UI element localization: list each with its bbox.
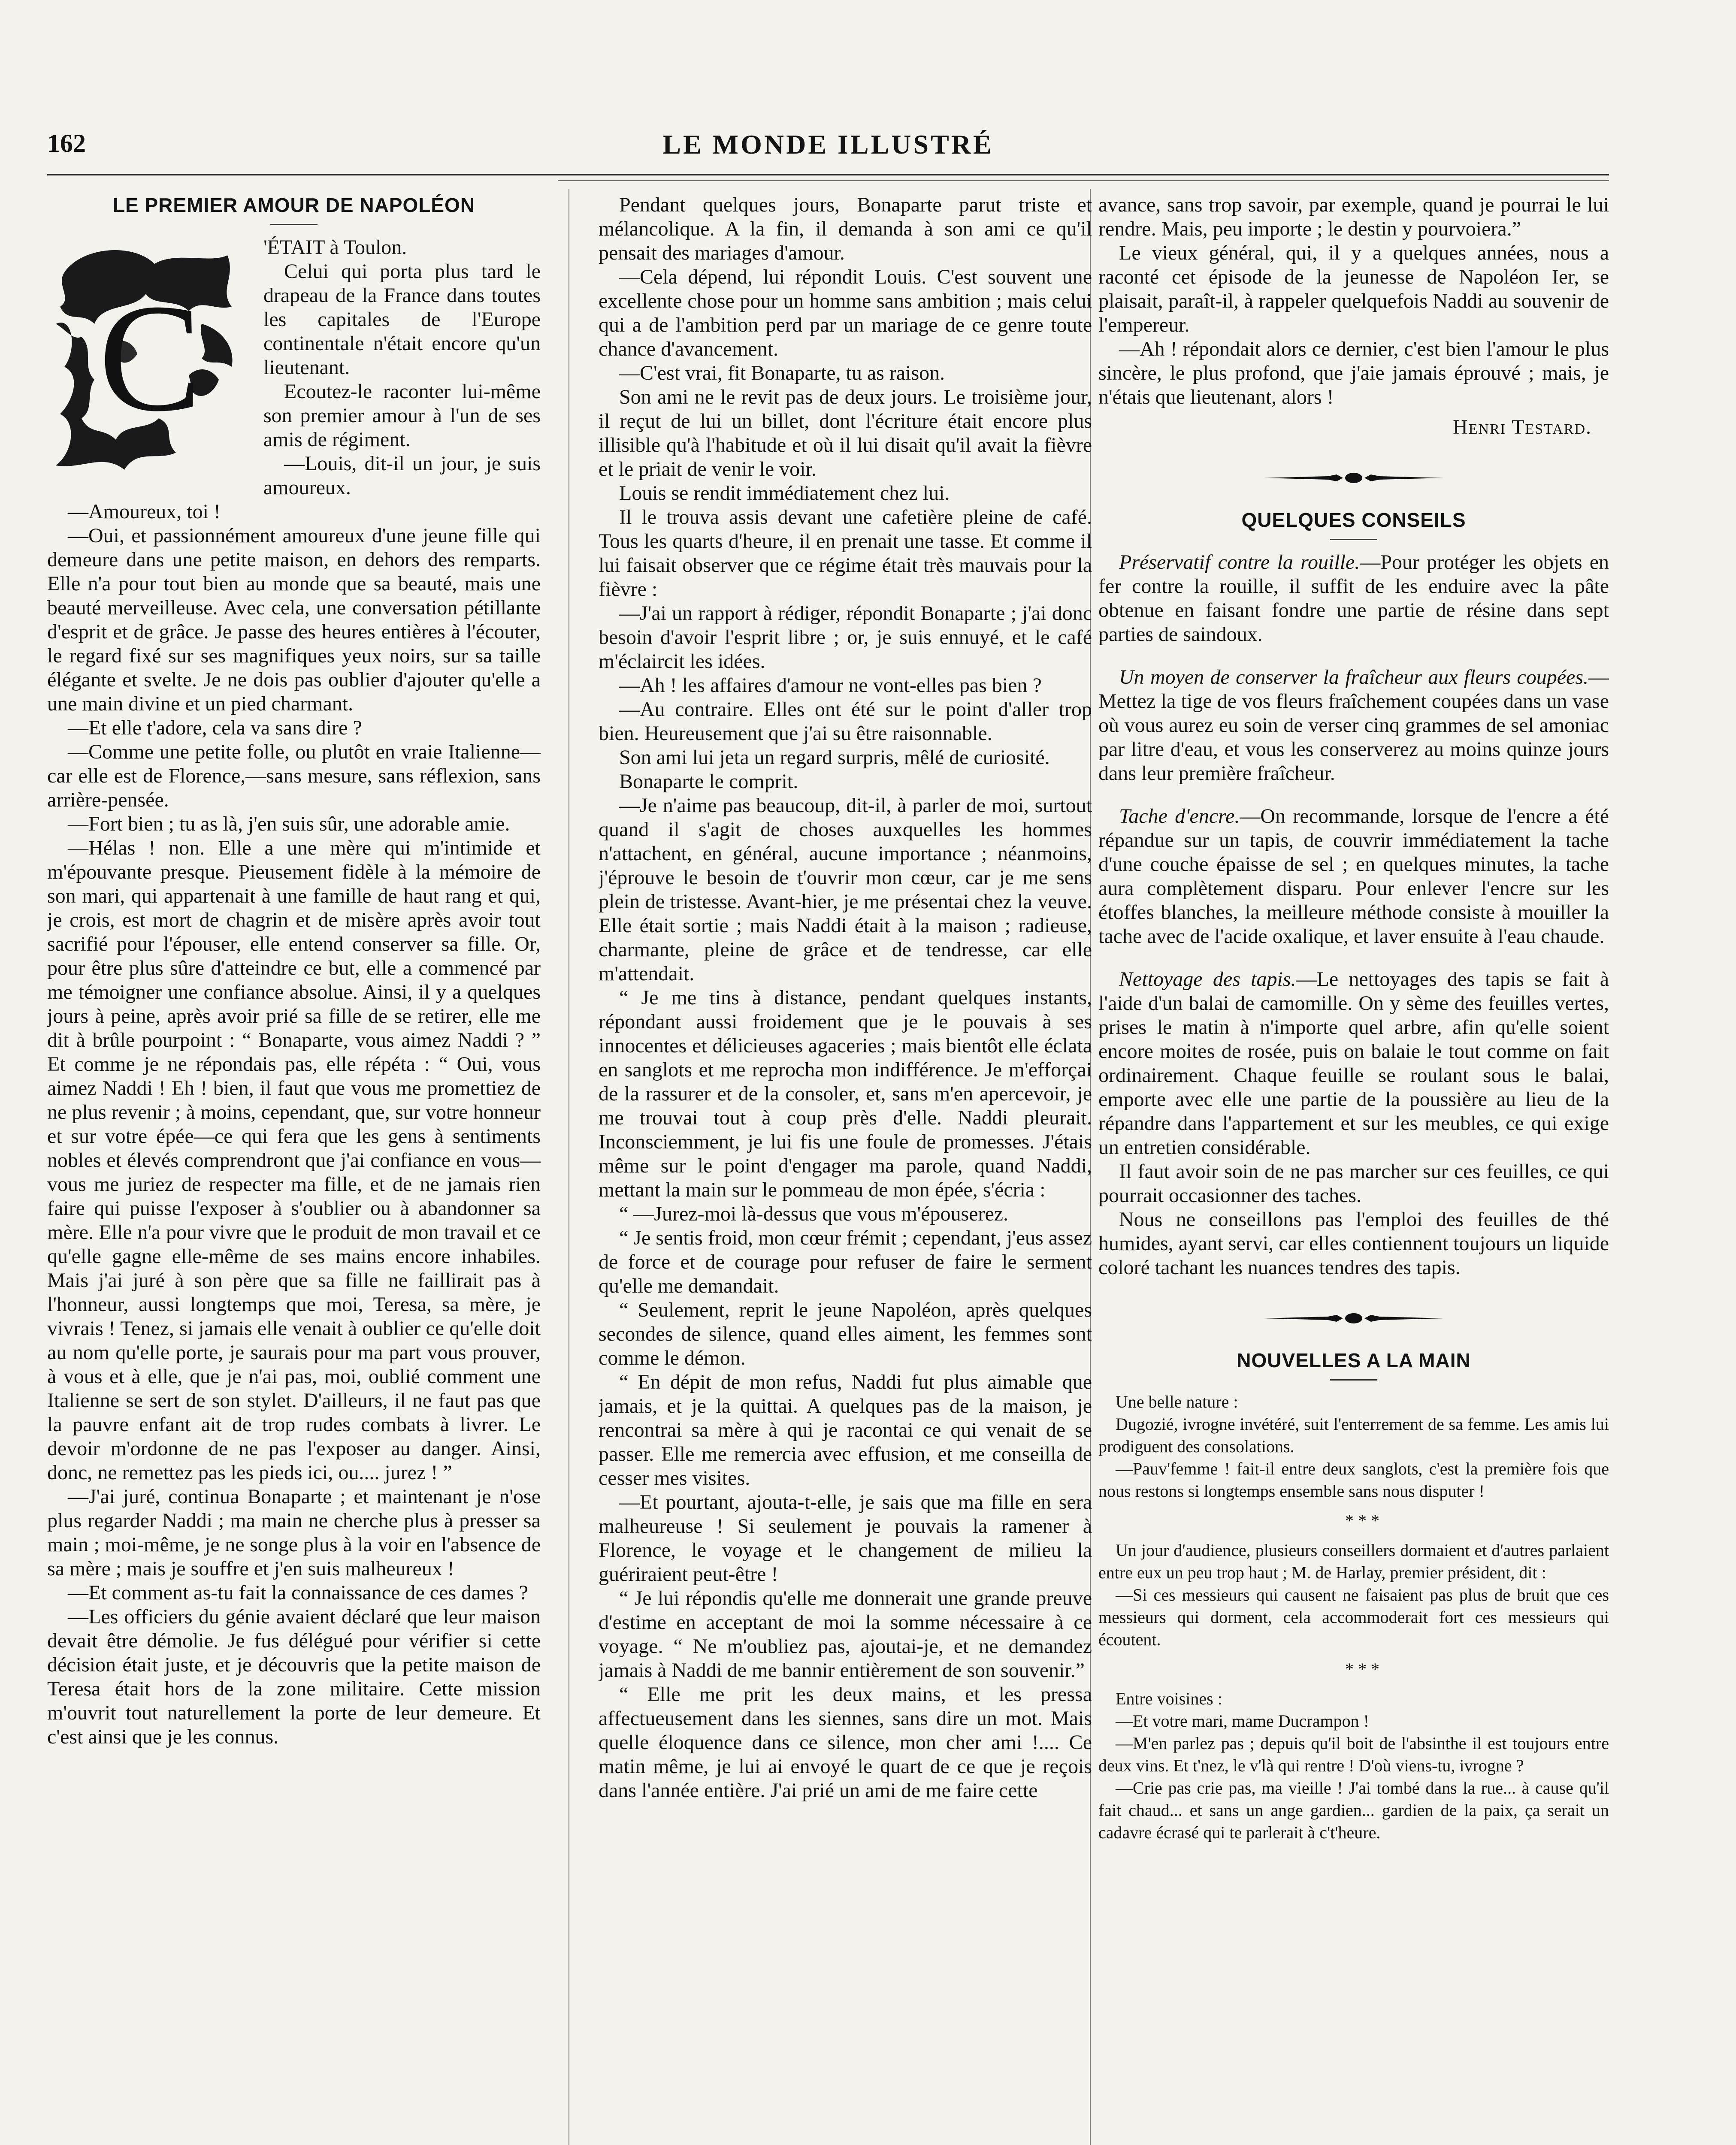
paragraph: —M'en parlez pas ; depuis qu'il boit de l'absinthe il est toujours entre deux vins. Et t'nez, le v'là qui rentre ! D'où viens-tu, ivrogne ? xyxy=(1098,1734,1609,1775)
title-rule xyxy=(1330,539,1377,540)
tip-text: —On recommande, lorsque de l'encre a été répandue sur un tapis, de couvrir immédiatement la tache d'une couche épaisse de sel ; en quelques minutes, la tache aura complètement disparu. Pour enlever l'encre sur les étoffes blanches, la meilleure méthode consiste à mouiller la tache avec de l'acide oxalique, et laver ensuite à l'eau chaude. xyxy=(1098,805,1609,948)
tip-text: —Pour protéger les objets en fer contre la rouille, il suffit de les enduire avec la pâte obtenue en faisant fondre une partie de résine dans sept parties de saindoux. xyxy=(1098,551,1609,646)
illustrated-dropcap xyxy=(47,238,253,478)
ornament-divider xyxy=(1264,1310,1444,1327)
journal-title: LE MONDE ILLUSTRÉ xyxy=(662,129,994,160)
paragraph: Celui qui porta plus tard le drapeau de la France dans toutes les capitales de l'Europe continentale n'était encore qu'un lieutenant. xyxy=(263,260,541,379)
paragraph: —Pauv'femme ! fait-il entre deux sanglots, c'est la première fois que nous restons si longtemps ensemble sans nous disputer ! xyxy=(1098,1459,1609,1501)
paragraph: —Oui, et passionnément amoureux d'une jeune fille qui demeure dans une petite maison, en dehors des remparts. Elle n'a pour tout bien au monde que sa beauté, mais une beauté merveilleuse. Avec cela, une conversation pétillante d'esprit et de grâce. Je passe des heures entières à l'écouter, le regard fixé sur ses magnifiques yeux noirs, sur sa taille élégante et svelte. Je ne dois pas oublier d'ajouter qu'elle a une main divine et un pied charmant. xyxy=(47,524,541,715)
asterism: * * * xyxy=(1345,1659,1379,1679)
paragraph: Il le trouva assis devant une cafetière pleine de café. Tous les quarts d'heure, il en prenait une tasse. Et comme il lui faisait observer que ce régime était très mauvais pour la fièvre : xyxy=(599,506,1092,601)
paragraph: Son ami ne le revit pas de deux jours. Le troisième jour, il reçut de lui un billet, dont l'écriture était encore plus illisible qu'à l'habitude et où il lui disait qu'il avait la fièvre et le priait de venir le voir. xyxy=(599,386,1092,480)
page-header xyxy=(47,129,1609,167)
tip xyxy=(1098,804,1609,949)
header-rule-thin xyxy=(558,180,1609,181)
paragraph: avance, sans trop savoir, par exemple, quand je pourrai le lui rendre. Mais, peu importe ; le destin y pourvoiera.” xyxy=(1098,193,1609,240)
paragraph: —Cela dépend, lui répondit Louis. C'est souvent une excellente chose pour un homme sans ambition ; mais celui qui a de l'ambition perd par un mariage de ce genre toute chance d'avancement. xyxy=(599,266,1092,360)
paragraph: —C'est vrai, fit Bonaparte, tu as raison. xyxy=(619,362,945,384)
paragraph: —Les officiers du génie avaient déclaré que leur maison devait être démolie. Je fus délégué pour vérifier si cette décision était juste, et je découvris que la petite maison de Teresa était hors de la zone militaire. Cette mission m'ouvrit tout naturellement la porte de leur demeure. Et c'est ainsi que je les connus. xyxy=(47,1605,541,1748)
paragraph: Bonaparte le comprit. xyxy=(619,770,798,793)
paragraph: —Comme une petite folle, ou plutôt en vraie Italienne—car elle est de Florence,—sans mesure, sans réflexion, sans arrière-pensée. xyxy=(47,740,541,811)
column-1 xyxy=(47,193,541,2145)
paragraph: “ Je lui répondis qu'elle me donnerait une grande preuve d'estime en acceptant de moi la somme nécessaire à ce voyage. “ Ne m'oubliez pas, ajoutai-je, et ne demandez jamais à Naddi de me bannir entièrement de son souvenir.” xyxy=(599,1587,1092,1682)
header-rule xyxy=(47,174,1609,175)
paragraph: —J'ai juré, continua Bonaparte ; et maintenant je n'ose plus regarder Naddi ; ma main ne cherche plus à presser sa main ; moi-même, je ne songe plus à la voir en l'absence de sa mère ; mais je souffre et j'en suis malheureux ! xyxy=(47,1485,541,1580)
tip xyxy=(1098,550,1609,647)
paragraph: —Au contraire. Elles ont été sur le point d'aller trop bien. Heureusement que j'ai su être raisonnable. xyxy=(599,698,1092,745)
paragraph: Louis se rendit immédiatement chez lui. xyxy=(619,482,950,505)
paragraph: Entre voisines : xyxy=(1116,1689,1222,1708)
section-title: QUELQUES CONSEILS xyxy=(1241,509,1466,531)
paragraph: “ Je sentis froid, mon cœur frémit ; cependant, j'eus assez de force et de courage pour refuser de faire le serment qu'elle me demandait. xyxy=(599,1227,1092,1297)
paragraph: —Si ces messieurs qui causent ne faisaient pas plus de bruit que ces messieurs qui dorment, cela accommoderait fort ces messieurs qui écoutent. xyxy=(1098,1585,1609,1649)
tip-title: Nettoyage des tapis. xyxy=(1119,968,1296,991)
paragraph: —Hélas ! non. Elle a une mère qui m'intimide et m'épouvante presque. Pieusement fidèle à la mémoire de son mari, qui appartenait à une famille de haut rang et qui, je crois, est mort de chagrin et de misère après avoir tout sacrifié pour l'épouser, elle entend conserver sa fille. Or, pour être plus sûre d'atteindre ce but, elle a commencé par me témoigner une confiance absolue. Ainsi, il y a quelques jours à peine, après avoir prié sa fille de se retirer, elle me dit à brûle pourpoint : “ Bonaparte, vous aimez Naddi ? ” Et comme je ne répondais pas, elle répéta : “ Oui, vous aimez Naddi ! Eh ! bien, il faut que vous me promettiez de ne plus revenir ; à moins, cependant, que, sur votre honneur et sur votre épée—ce qui fera que les gens à sentiments nobles et élevés comprendront que j'ai confiance en vous—vous me juriez de respecter ma fille, et de ne jamais rien faire qui puisse l'exposer à s'oublier ou à abandonner sa mère. Elle n'a pour vivre que le produit de mon travail et ce qu'elle gagne elle-même de ses mains encore inhabiles. Mais j'ai juré à son père que sa fille ne faillirait pas à l'honneur, aussi longtemps que moi, Teresa, sa mère, je vivrais ! Tenez, si jamais elle venait à oublier ce qu'elle doit au nom qu'elle porte, je saurais pour ma part vous prouver, à vous et à elle, que je n'ai pas, moi, oublié comment une Italienne se sert de son stylet. D'ailleurs, il ne faut pas que la pauvre enfant ait de trop rudes combats à livrer. Le devoir m'ordonne de ne pas l'exposer au danger. Ainsi, donc, ne remettez pas les pieds ici, ou.... jurez ! ” xyxy=(47,837,541,1484)
paragraph: Le vieux général, qui, il y a quelques années, nous a raconté cet épisode de la jeunesse de Napoléon Ier, se plaisait, paraît-il, à rappeler quelquefois Naddi au souvenir de l'empereur. xyxy=(1098,242,1609,336)
article-title: LE PREMIER AMOUR DE NAPOLÉON xyxy=(112,194,475,216)
tip xyxy=(1098,967,1609,1280)
ornament-divider xyxy=(1264,469,1444,486)
title-rule xyxy=(270,224,318,225)
paragraph: —Et elle t'adore, cela va sans dire ? xyxy=(68,716,362,739)
paragraph: Une belle nature : xyxy=(1116,1392,1238,1411)
paragraph: —Crie pas crie pas, ma vieille ! J'ai tombé dans la rue... à cause qu'il fait chaud... et sans un ange gardien... gardien de la paix, ça serait un cadavre écrasé qui te parlerait à c't'heure. xyxy=(1098,1778,1609,1842)
page-number: 162 xyxy=(47,129,86,157)
paragraph: “ Je me tins à distance, pendant quelques instants, répondant aussi froidement que je le pouvais à ses innocentes et délicieuses agaceries ; mais bientôt elle éclata en sanglots et me reprocha mon indifférence. Je m'efforçai de la rassurer et de la consoler, et, sans m'en apercevoir, je me trouvai tout à coup près d'elle. Naddi pleurait. Inconsciemment, je lui fis une foule de promesses. J'étais même sur le point d'engager ma parole, quand Naddi, mettant la main sur le pommeau de mon épée, s'écria : xyxy=(599,986,1092,1201)
paragraph: Son ami lui jeta un regard surpris, mêlé de curiosité. xyxy=(619,746,1050,769)
dropcap-letter: C xyxy=(99,272,202,443)
dropcap-illustration xyxy=(47,238,253,478)
tip-title: Un moyen de conserver la fraîcheur aux fleurs coupées. xyxy=(1119,666,1588,689)
byline: Henri Testard. xyxy=(1453,416,1592,438)
paragraph: Il faut avoir soin de ne pas marcher sur ces feuilles, ce qui pourrait occasionner des taches. xyxy=(1098,1160,1609,1207)
tip-text: —Le nettoyages des tapis se fait à l'aide d'un balai de camomille. On y sème des feuilles vertes, prises le matin à n'importe quel arbre, afin qu'elle soient encore moites de rosée, puis on balaie le tout comme on fait ordinairement. Chaque feuille se roulant sous le balai, emporte avec elle une partie de la poussière au lieu de la répandre dans l'appartement et sur les meubles, ce qui exige un entretien considérable. xyxy=(1098,968,1609,1159)
paragraph: —Ah ! les affaires d'amour ne vont-elles pas bien ? xyxy=(619,674,1042,697)
tip-text: —Mettez la tige de vos fleurs fraîchement coupées dans un vase où vous aurez eu soin de verser cinq grammes de sel amoniac par litre d'eau, et vous les conserverez au moins quinze jours dans leur première fraîcheur. xyxy=(1098,666,1609,785)
nouvelles-block xyxy=(1098,1391,1609,1844)
paragraph: 'ÉTAIT à Toulon. xyxy=(263,236,407,259)
paragraph: Dugozié, ivrogne invétéré, suit l'enterrement de sa femme. Les amis lui prodiguent des consolations. xyxy=(1098,1414,1609,1456)
paragraph: “ Elle me prit les deux mains, et les pressa affectueusement dans les siennes, sans dire un mot. Mais quelle éloquence dans ce silence, mon cher ami !.... Ce matin même, je lui ai envoyé le quart de ce que je reçois dans l'année entière. J'ai prié un ami de me faire cette xyxy=(599,1683,1092,1802)
paragraph: Pendant quelques jours, Bonaparte parut triste et mélancolique. A la fin, il demanda à son ami ce qu'il pensait des mariages d'amour. xyxy=(599,193,1092,264)
paragraph: Nous ne conseillons pas l'emploi des feuilles de thé humides, ayant servi, car elles contiennent toujours un liquide coloré tachant les nuances tendres des tapis. xyxy=(1098,1208,1609,1279)
section-title: NOUVELLES A LA MAIN xyxy=(1237,1349,1471,1372)
paragraph: Un jour d'audience, plusieurs conseillers dormaient et d'autres parlaient entre eux un peu trop haut ; M. de Harlay, premier président, dit : xyxy=(1098,1541,1609,1582)
title-rule xyxy=(1330,1379,1377,1381)
paragraph: —Louis, dit-il un jour, je suis amoureux. xyxy=(263,452,541,499)
paragraph: —Et pourtant, ajouta-t-elle, je sais que ma fille en sera malheureuse ! Si seulement je pouvais la ramener à Florence, le voyage et le changement de milieu la guériraient peut-être ! xyxy=(599,1491,1092,1586)
column-3 xyxy=(1098,193,1609,2145)
paragraph: —Amoureux, toi ! xyxy=(68,500,221,523)
tip xyxy=(1098,665,1609,785)
paragraph: —Et votre mari, mame Ducrampon ! xyxy=(1116,1711,1369,1731)
tip-title: Préservatif contre la rouille. xyxy=(1119,551,1360,574)
paragraph: —Fort bien ; tu as là, j'en suis sûr, une adorable amie. xyxy=(68,813,510,835)
paragraph: —Je n'aime pas beaucoup, dit-il, à parler de moi, surtout quand il s'agit de choses auxquelles les hommes n'attachent, en général, aucune importance ; néanmoins, j'éprouve le besoin de t'ouvrir mon cœur, car je me sens plein de tristesse. Avant-hier, je me présentai chez la veuve. Elle était sortie ; mais Naddi était à la maison ; radieuse, charmante, pleine de grâce et de tendresse, car elle m'attendait. xyxy=(599,794,1092,985)
paragraph: —Et comment as-tu fait la connaissance de ces dames ? xyxy=(68,1581,528,1604)
paragraph: Ecoutez-le raconter lui-même son premier amour à l'un de ses amis de régiment. xyxy=(263,380,541,451)
paragraph: “ —Jurez-moi là-dessus que vous m'épouserez. xyxy=(619,1202,1009,1225)
column-2 xyxy=(599,193,1092,2145)
tip-title: Tache d'encre. xyxy=(1119,805,1240,828)
paragraph: “ Seulement, reprit le jeune Napoléon, après quelques secondes de silence, quand elles aiment, les femmes sont comme le démon. xyxy=(599,1299,1092,1369)
paragraph: “ En dépit de mon refus, Naddi fut plus aimable que jamais, et je la quittai. A quelques pas de la maison, je rencontrai sa mère à qui je racontai ce qui venait de se passer. Elle me remercia avec effusion, et me conseilla de cesser mes visites. xyxy=(599,1371,1092,1489)
asterism: * * * xyxy=(1345,1511,1379,1530)
paragraph: —J'ai un rapport à rédiger, répondit Bonaparte ; j'ai donc besoin d'avoir l'esprit libre ; or, je suis ennuyé, et le café m'éclaircit les idées. xyxy=(599,602,1092,673)
paragraph: —Ah ! répondait alors ce dernier, c'est bien l'amour le plus sincère, le plus profond, que j'aie jamais éprouvé ; mais, je n'étais que lieutenant, alors ! xyxy=(1098,338,1609,408)
